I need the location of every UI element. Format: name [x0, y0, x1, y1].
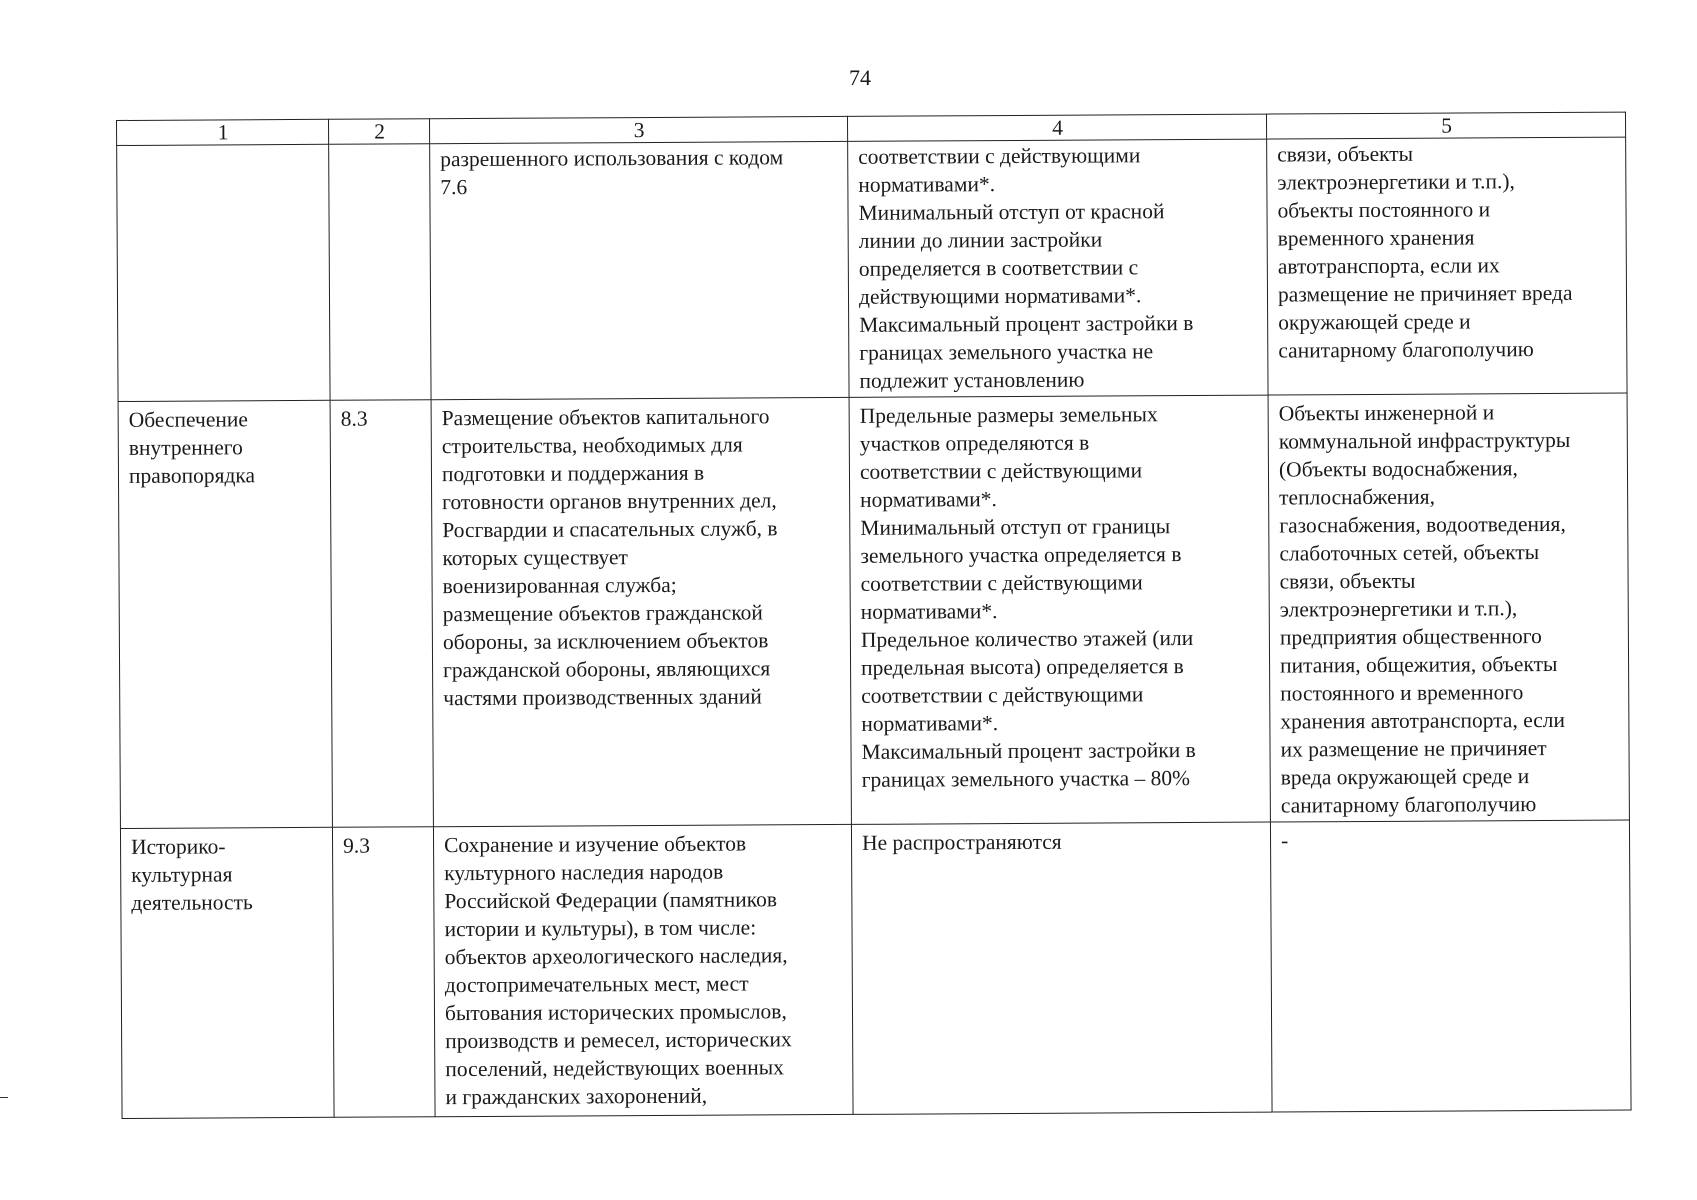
margin-tick-mark: [0, 1097, 8, 1098]
table-row: [117, 137, 1627, 401]
limit-parameters-cell: Не распространяются: [851, 822, 1272, 1114]
use-description-cell: разрешенного использования с кодом 7.6: [430, 141, 849, 399]
table-row: [120, 820, 1631, 1118]
column-header-1: 1: [117, 119, 329, 145]
use-code-cell: 8.3: [330, 400, 433, 828]
use-type-name-cell: Историко- культурная деятельность: [120, 827, 334, 1118]
column-header-4: 4: [847, 114, 1266, 141]
use-code-cell: [329, 144, 431, 401]
use-description-cell: Размещение объектов капитального строительства, необходимых для подготовки и поддержания в готовности органов внутренних дел, Росгвардии и спасательных служб, в которых существует военизированная служба; размещение объектов гражданской обороны, за исключением объектов гражданской обороны, являющихся частями производственных зданий: [431, 397, 851, 826]
auxiliary-uses-cell: Объекты инженерной и коммунальной инфраструктуры (Объекты водоснабжения, теплоснабжения, газоснабжения, водоотведения, слаботочных сетей, объекты связи, объекты электроэнергетики и т.п.), предприятия общественного питания, общежития, объекты постоянного и временного хранения автотранспорта, если их размещение не причиняет вреда окружающей среде и санитарному благополучию: [1268, 393, 1629, 822]
use-type-name-cell: Обеспечение внутреннего правопорядка: [118, 400, 332, 828]
table-row: [118, 393, 1629, 828]
column-header-5: 5: [1266, 112, 1625, 139]
column-header-2: 2: [328, 119, 429, 145]
use-code-cell: 9.3: [332, 827, 435, 1118]
limit-parameters-cell: соответствии с действующими нормативами*. Минимальный отступ от красной линии до линии застройки определяется в соответствии с действующими нормативами*. Максимальный процент застройки в границах земельного участка не подлежит установлению: [848, 139, 1268, 397]
land-use-regulations-table: [116, 112, 1632, 1119]
column-header-3: 3: [429, 116, 847, 143]
page-number: 74: [849, 65, 871, 90]
auxiliary-uses-cell: связи, объекты электроэнергетики и т.п.), объекты постоянного и временного хранения автотранспорта, если их размещение не причиняет вреда окружающей среде и санитарному благополучию: [1267, 137, 1627, 395]
use-description-cell: Сохранение и изучение объектов культурного наследия народов Российской Федерации (памятников истории и культуры), в том числе: объектов археологического наследия, достопримечательных мест, мест бытования исторических промыслов, производств и ремесел, исторических поселений, недействующих военных и гражданских захоронений,: [433, 824, 853, 1116]
use-type-name-cell: [117, 144, 330, 401]
auxiliary-uses-cell: -: [1270, 820, 1631, 1112]
limit-parameters-cell: Предельные размеры земельных участков определяются в соответствии с действующими нормативами*. Минимальный отступ от границы земельного участка определяется в соответствии с действующими нормативами*. Предельное количество этажей (или предельная высота) определяется в соответствии с действующими нормативами*. Максимальный процент застройки в границах земельного участка – 80%: [849, 395, 1270, 824]
